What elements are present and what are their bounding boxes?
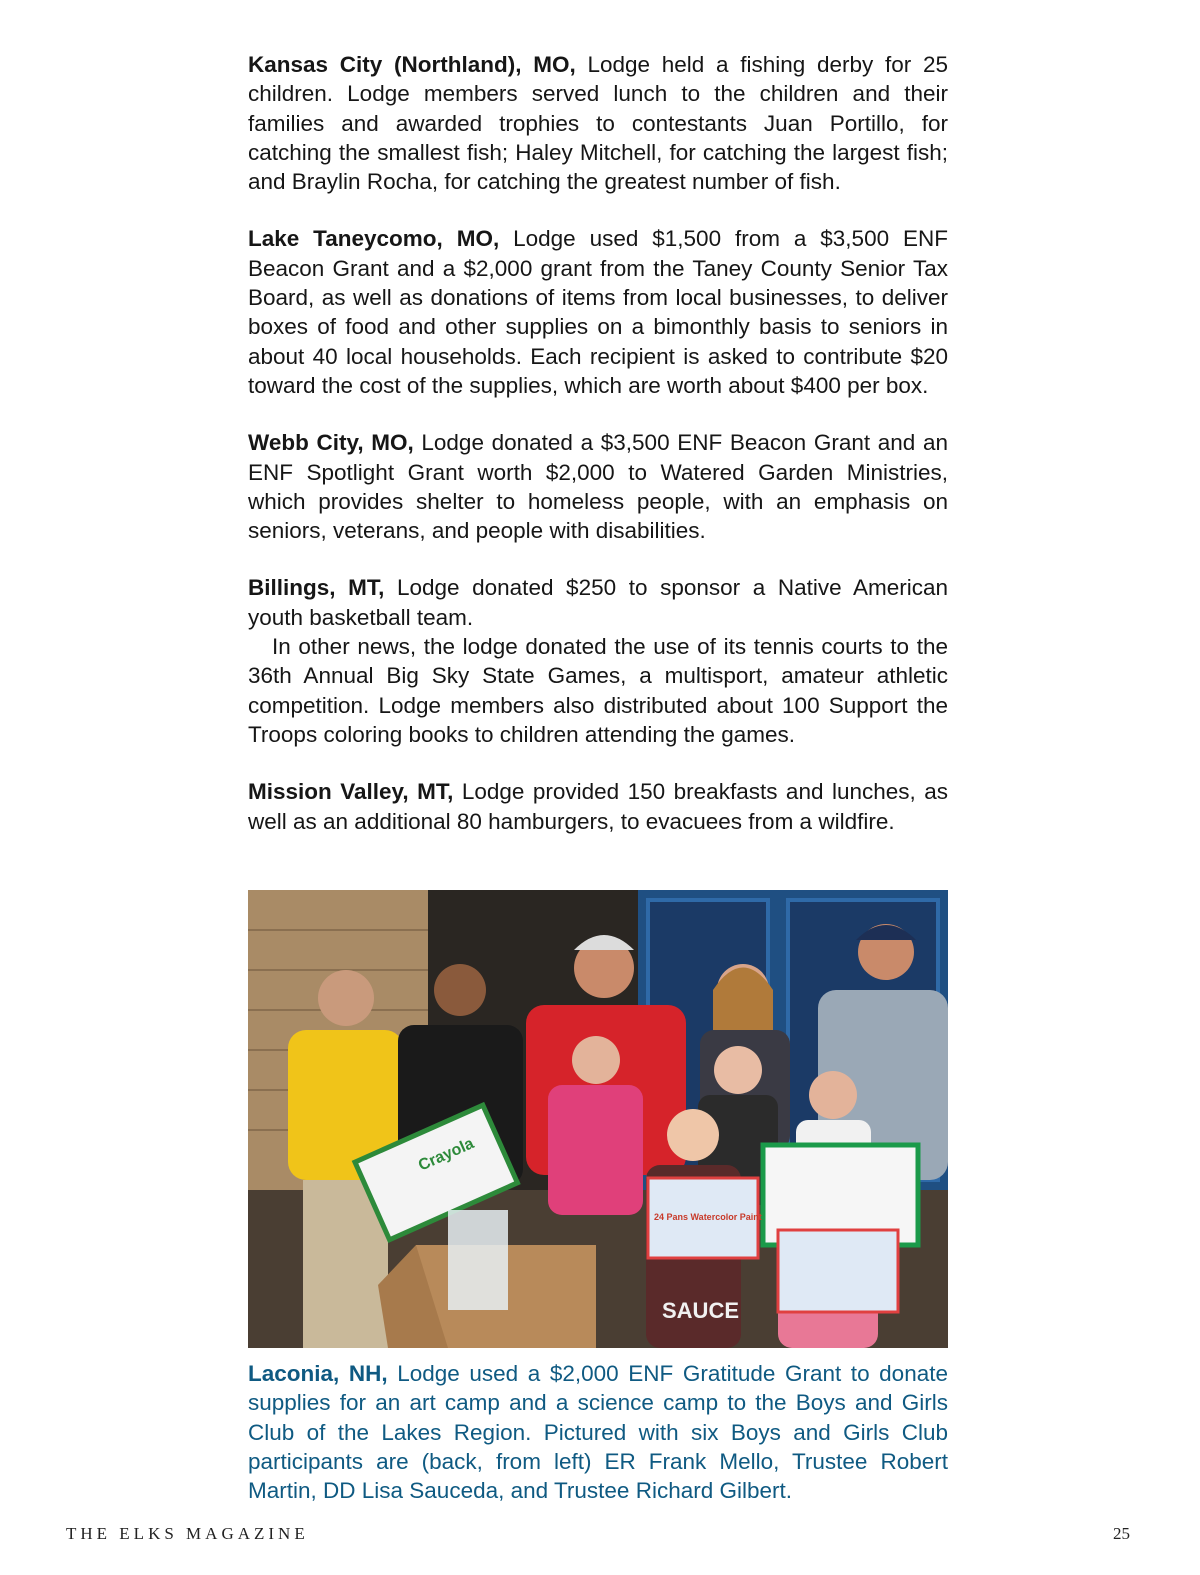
lodge-report: Lodge donated a $3,500 ENF Beacon Grant and an ENF Spotlight Grant worth $2,000 to Watered Garden Ministries, which provides shelter to homeless people, with an emphasis on seniors, veterans, and people with disabilities. bbox=[248, 430, 948, 544]
lodge-report-continued: In other news, the lodge donated the use of its tennis courts to the 36th Annual Big Sky State Games, a multisport, amateur athletic competition. Lodge members also distributed about 100 Support the Troops coloring books to children attending the games. bbox=[248, 634, 948, 747]
lodge-entry bbox=[248, 777, 948, 836]
lodge-entry bbox=[248, 50, 948, 196]
photo-book-label: Crayola bbox=[415, 1135, 477, 1175]
lodge-report: Lodge donated $250 to sponsor a Native American youth basketball team. bbox=[248, 575, 948, 630]
lodge-entry bbox=[248, 573, 948, 749]
lodge-name: Kansas City (Northland), MO, bbox=[248, 52, 576, 77]
lodge-report: Lodge provided 150 breakfasts and lunches, as well as an additional 80 hamburgers, to evacuees from a wildfire. bbox=[248, 779, 948, 834]
photo-shirt-text: SAUCE bbox=[662, 1298, 740, 1323]
photo-caption bbox=[248, 1359, 948, 1505]
lodge-report: Lodge held a fishing derby for 25 children. Lodge members served lunch to the children and their families and awarded trophies to contestants Juan Portillo, for catching the smallest fish; Haley Mitchell, for catching the largest fish; and Braylin Rocha, for catching the greatest number of fish. bbox=[248, 52, 949, 195]
lodge-report: Lodge used $1,500 from a $3,500 ENF Beacon Grant and a $2,000 grant from the Taney County Senior Tax Board, as well as donations of items from local businesses, to deliver boxes of food and other supplies on a bimonthly basis to seniors in about 40 local households. Each recipient is asked to contribute $20 toward the cost of the supplies, which are worth about $400 per box. bbox=[248, 226, 948, 398]
group-photo bbox=[248, 890, 948, 1348]
lodge-name: Webb City, MO, bbox=[248, 430, 414, 456]
lodge-name: Mission Valley, MT, bbox=[248, 779, 454, 805]
photo-box-label: 24 Pans Watercolor Paint bbox=[654, 1212, 762, 1222]
lodge-entry bbox=[248, 224, 948, 400]
lodge-entry bbox=[248, 428, 948, 545]
lodge-name: Billings, MT, bbox=[248, 575, 385, 601]
lodge-name: Lake Taneycomo, MO, bbox=[248, 226, 500, 252]
footer-magazine-title: THE ELKS MAGAZINE bbox=[66, 1524, 309, 1543]
article-column bbox=[248, 50, 948, 864]
page-number: 25 bbox=[1113, 1524, 1130, 1543]
caption-text: Lodge used a $2,000 ENF Gratitude Grant to donate supplies for an art camp and a science camp to the Boys and Girls Club of the Lakes Region. Pictured with six Boys and Girls Club participants are (back, from left) ER Frank Mello, Trustee Robert Martin, DD Lisa Sauceda, and Trustee Richard Gilbert. bbox=[248, 1361, 948, 1504]
caption-lodge-name: Laconia, NH, bbox=[248, 1361, 388, 1386]
